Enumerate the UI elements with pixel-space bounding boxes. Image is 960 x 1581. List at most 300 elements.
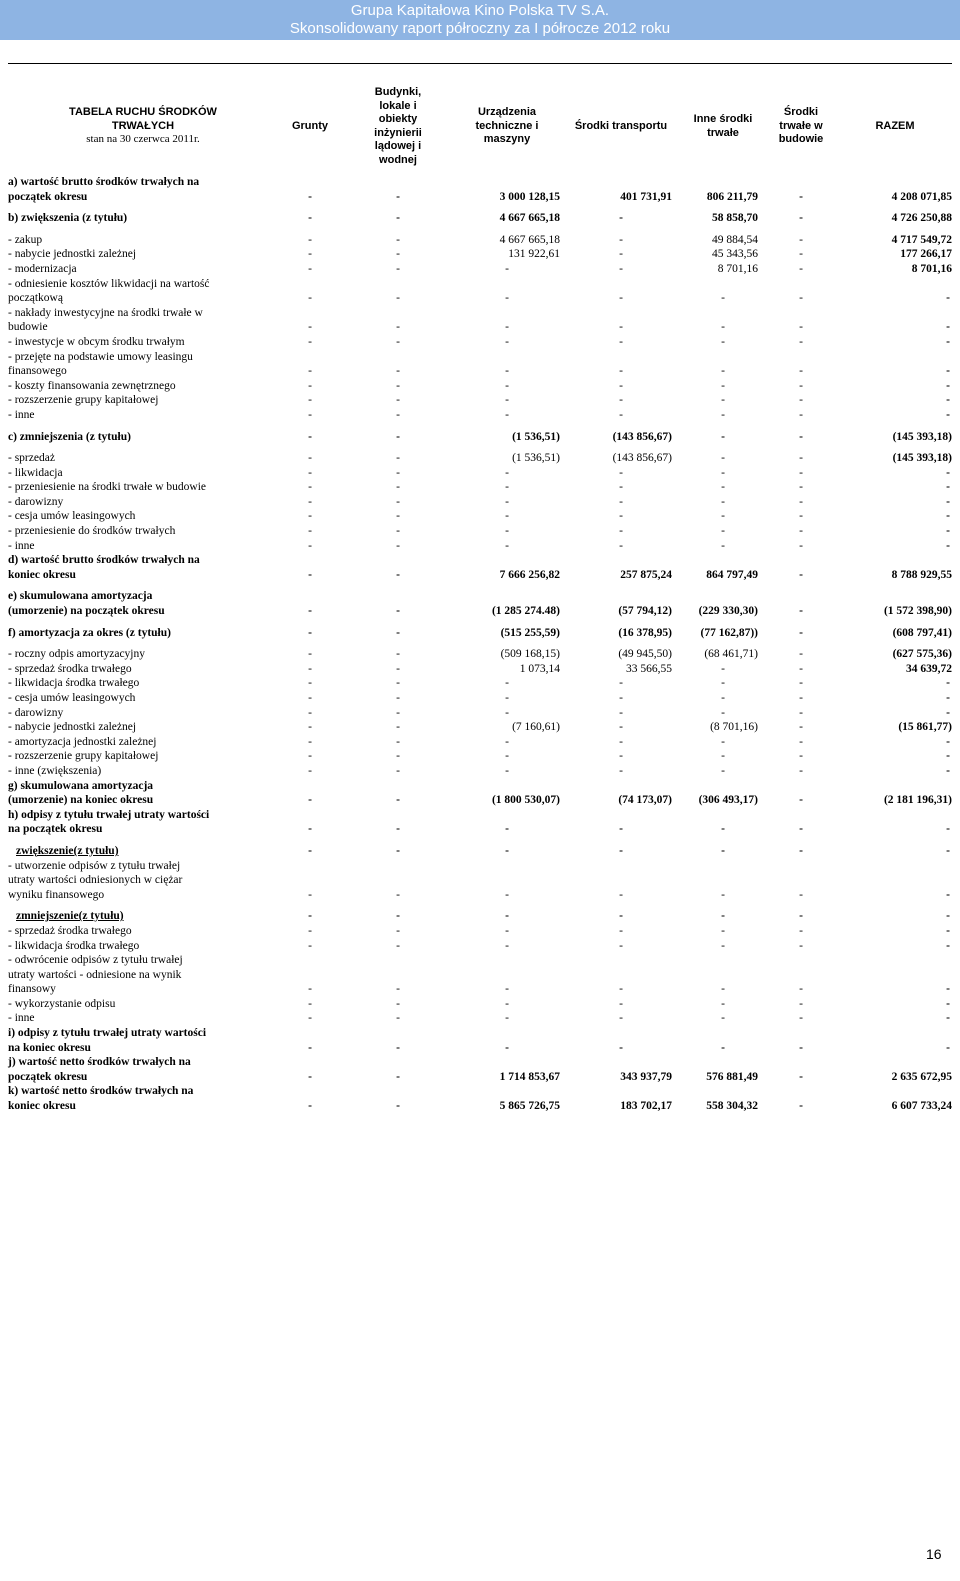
cell-value: -	[946, 844, 950, 857]
cell-value: -	[308, 394, 312, 407]
cell-value: 806 211,79	[706, 190, 758, 203]
row-label-line: e) skumulowana amortyzacja	[8, 590, 153, 603]
cell-value: -	[721, 466, 725, 479]
cell-value: -	[946, 335, 950, 348]
cell-value: -	[619, 365, 623, 378]
cell-value: -	[308, 844, 312, 857]
cell-value: -	[505, 735, 509, 748]
cell-value: -	[721, 888, 725, 901]
cell-value: -	[308, 568, 312, 581]
table-row	[8, 662, 952, 677]
row-label-line: początek okresu	[8, 190, 88, 203]
cell-value: -	[505, 365, 509, 378]
cell-value: -	[619, 233, 623, 246]
cell-value: 4 667 665,18	[499, 212, 560, 225]
row-label-line: k) wartość netto środków trwałych na	[8, 1085, 194, 1098]
row-label-line: - nakłady inwestycyjne na środki trwałe w	[8, 306, 203, 319]
table-row	[8, 495, 952, 510]
row-label-line: - likwidacja środka trwałego	[8, 939, 140, 952]
cell-value: -	[619, 750, 623, 763]
table-row	[8, 626, 952, 641]
cell-value: (143 856,67)	[612, 452, 672, 465]
cell-value: -	[946, 939, 950, 952]
cell-value: -	[946, 379, 950, 392]
cell-value: -	[396, 910, 400, 923]
cell-value: -	[721, 539, 725, 552]
row-label	[8, 306, 278, 335]
cell-value: -	[396, 568, 400, 581]
cell-value: -	[308, 212, 312, 225]
cell-value: -	[721, 997, 725, 1010]
row-label	[8, 430, 278, 445]
cell-value: -	[799, 692, 803, 704]
cell-value: -	[505, 321, 509, 334]
cell-value: -	[396, 648, 400, 661]
cell-value: -	[308, 648, 312, 661]
cell-value: -	[505, 379, 509, 392]
cell-value: -	[721, 983, 725, 996]
row-label-line: - zakup	[8, 233, 43, 246]
cell-value: -	[396, 844, 400, 857]
row-label-line: - odwrócenie odpisów z tytułu trwałej	[8, 954, 183, 967]
cell-value: 7 666 256,82	[499, 568, 560, 581]
cell-value: 6 607 733,24	[891, 1100, 952, 1113]
cell-value: -	[308, 1012, 312, 1025]
cell-value: -	[396, 495, 400, 508]
cell-value: -	[721, 510, 725, 523]
cell-value: -	[308, 794, 312, 807]
row-label	[8, 997, 278, 1012]
row-label-line: - przeniesienie do środków trwałych	[8, 525, 176, 538]
cell-value: -	[619, 735, 623, 748]
cell-value: -	[946, 764, 950, 777]
cell-value: -	[799, 735, 803, 748]
row-label-line: budowie	[8, 321, 48, 334]
row-label	[8, 676, 278, 691]
row-label	[8, 589, 278, 618]
cell-value: 4 726 250,88	[891, 212, 952, 225]
cell-value: -	[505, 408, 509, 421]
row-label-line: - rozszerzenie grupy kapitałowej	[8, 750, 159, 763]
cell-value: -	[308, 539, 312, 552]
row-label-line: początek okresu	[8, 1070, 88, 1083]
cell-value: -	[308, 365, 312, 378]
table-row	[8, 720, 952, 735]
cell-value: -	[946, 677, 950, 690]
column-header: Urządzenia techniczne i maszyny	[475, 106, 539, 146]
row-spacer	[8, 444, 952, 451]
row-label-line: - modernizacja	[8, 262, 77, 275]
cell-value: -	[619, 1041, 623, 1054]
cell-value: -	[946, 525, 950, 538]
cell-value: -	[308, 321, 312, 334]
cell-value: -	[505, 292, 509, 305]
cell-value: -	[799, 321, 803, 334]
row-label-line: - likwidacja środka trwałego	[8, 677, 140, 690]
cell-value: (608 797,41)	[892, 626, 952, 639]
cell-value: -	[505, 983, 509, 996]
spacer-cell	[8, 226, 952, 233]
cell-value: 5 865 726,75	[499, 1100, 560, 1113]
cell-value: 4 717 549,72	[891, 233, 952, 246]
cell-value: -	[799, 844, 803, 857]
cell-value: -	[396, 365, 400, 378]
row-label-line: - wykorzystanie odpisu	[8, 997, 116, 1010]
cell-value: -	[396, 735, 400, 748]
cell-value: -	[396, 1041, 400, 1054]
cell-value: -	[396, 262, 400, 275]
cell-value: -	[308, 525, 312, 538]
row-spacer	[8, 423, 952, 430]
cell-value: (1 572 398,90)	[883, 605, 952, 618]
cell-value: -	[946, 365, 950, 378]
cell-value: -	[308, 721, 312, 734]
cell-value: -	[619, 721, 623, 734]
row-label-line: wyniku finansowego	[8, 888, 105, 901]
table-row	[8, 997, 952, 1012]
cell-value: -	[308, 292, 312, 305]
cell-value: -	[619, 212, 623, 225]
cell-value: 3 000 128,15	[499, 190, 560, 203]
cell-value: -	[946, 292, 950, 305]
row-label	[8, 706, 278, 721]
row-label-line: - przejęte na podstawie umowy leasingu	[8, 350, 193, 363]
cell-value: -	[721, 335, 725, 348]
row-label-line: c) zmniejszenia (z tytułu)	[8, 430, 131, 443]
row-label-line: g) skumulowana amortyzacja	[8, 779, 154, 792]
cell-value: -	[505, 262, 509, 275]
cell-value: -	[799, 794, 803, 807]
table-row	[8, 939, 952, 954]
spacer-cell	[8, 444, 952, 451]
cell-value: -	[505, 466, 509, 479]
cell-value: -	[619, 924, 623, 937]
cell-value: -	[721, 939, 725, 952]
cell-value: 8 788 929,55	[891, 568, 952, 581]
cell-value: -	[721, 481, 725, 494]
row-label-line: (umorzenie) na początek okresu	[8, 605, 165, 618]
cell-value: 4 667 665,18	[499, 233, 560, 246]
cell-value: (145 393,18)	[892, 430, 952, 443]
cell-value: -	[619, 394, 623, 407]
table-row	[8, 262, 952, 277]
row-label	[8, 247, 278, 262]
row-label-line: (umorzenie) na koniec okresu	[8, 794, 154, 807]
cell-value: -	[799, 292, 803, 305]
cell-value: 864 797,49	[706, 568, 758, 581]
cell-value: -	[721, 379, 725, 392]
cell-value: -	[396, 379, 400, 392]
cell-value: 558 304,32	[706, 1100, 758, 1113]
cell-value: -	[799, 452, 803, 465]
cell-value: -	[396, 750, 400, 763]
cell-value: -	[308, 662, 312, 675]
cell-value: -	[396, 510, 400, 523]
cell-value: -	[799, 335, 803, 348]
cell-value: -	[396, 721, 400, 734]
cell-value: 401 731,91	[620, 190, 672, 203]
cell-value: -	[619, 706, 623, 719]
row-label	[8, 720, 278, 735]
row-label-line: j) wartość netto środków trwałych na	[8, 1056, 191, 1069]
cell-value: 177 266,17	[900, 248, 952, 261]
cell-value: -	[619, 321, 623, 334]
cell-value: -	[721, 365, 725, 378]
cell-value: -	[799, 212, 803, 225]
table-row	[8, 350, 952, 379]
cell-value: -	[946, 997, 950, 1010]
cell-value: -	[308, 1100, 312, 1113]
row-label-line: utraty wartości - odniesione na wynik	[8, 968, 182, 981]
table-row	[8, 676, 952, 691]
spacer-cell	[8, 582, 952, 589]
row-label-line: - inne	[8, 408, 35, 421]
table-title-line: TABELA RUCHU ŚRODKÓW	[69, 106, 217, 119]
cell-value: (509 168,15)	[500, 648, 560, 661]
row-label-line: koniec okresu	[8, 568, 76, 581]
cell-value: -	[619, 335, 623, 348]
row-label-line: a) wartość brutto środków trwałych na	[8, 176, 200, 188]
cell-value: -	[946, 750, 950, 763]
cell-value: -	[308, 983, 312, 996]
row-label-line: - nabycie jednostki zależnej	[8, 248, 137, 261]
table-row	[8, 509, 952, 524]
row-label	[8, 859, 278, 903]
row-label-line: - sprzedaż środka trwałego	[8, 924, 132, 937]
row-label	[8, 379, 278, 394]
cell-value: -	[799, 394, 803, 407]
cell-value: -	[946, 692, 950, 704]
row-label	[8, 779, 278, 808]
cell-value: -	[799, 408, 803, 421]
row-label-line: zwiększenie(z tytułu)	[16, 844, 119, 857]
cell-value: -	[721, 1041, 725, 1054]
cell-value: -	[619, 1012, 623, 1025]
table-row	[8, 1055, 952, 1084]
cell-value: -	[619, 844, 623, 857]
cell-value: -	[619, 292, 623, 305]
cell-value: -	[946, 910, 950, 923]
cell-value: -	[799, 1070, 803, 1083]
cell-value: -	[619, 248, 623, 261]
table-row	[8, 233, 952, 248]
table-row	[8, 844, 952, 859]
row-label	[8, 211, 278, 226]
cell-value: -	[396, 983, 400, 996]
cell-value: -	[308, 262, 312, 275]
cell-value: -	[721, 408, 725, 421]
table-row	[8, 393, 952, 408]
cell-value: -	[799, 1100, 803, 1113]
row-label-line: - inne (zwiększenia)	[8, 764, 102, 777]
cell-value: -	[619, 677, 623, 690]
cell-value: -	[505, 844, 509, 857]
table-row	[8, 779, 952, 808]
row-spacer	[8, 837, 952, 844]
cell-value: (1 536,51)	[512, 452, 560, 465]
cell-value: -	[721, 677, 725, 690]
row-label	[8, 277, 278, 306]
cell-value: -	[308, 924, 312, 937]
cell-value: (7 160,61)	[512, 721, 560, 734]
cell-value: -	[396, 997, 400, 1010]
row-label	[8, 524, 278, 539]
row-label	[8, 509, 278, 524]
table-row	[8, 553, 952, 582]
cell-value: -	[799, 997, 803, 1010]
row-label	[8, 939, 278, 954]
cell-value: -	[721, 692, 725, 704]
row-label-line: - amortyzacja jednostki zależnej	[8, 735, 157, 748]
row-label	[8, 480, 278, 495]
cell-value: -	[505, 910, 509, 923]
cell-value: -	[396, 525, 400, 538]
cell-value: -	[505, 939, 509, 952]
cell-value: -	[396, 452, 400, 465]
row-label	[8, 662, 278, 677]
cell-value: 4 208 071,85	[891, 190, 952, 203]
row-label	[8, 844, 278, 859]
spacer-cell	[8, 640, 952, 647]
cell-value: (8 701,16)	[710, 721, 758, 734]
cell-value: -	[396, 1070, 400, 1083]
cell-value: 45 343,56	[712, 248, 758, 261]
cell-value: -	[799, 379, 803, 392]
cell-value: -	[505, 539, 509, 552]
cell-value: -	[505, 481, 509, 494]
cell-value: -	[721, 706, 725, 719]
cell-value: 343 937,79	[620, 1070, 672, 1083]
cell-value: 58 858,70	[712, 212, 758, 225]
row-label	[8, 808, 278, 837]
table-row	[8, 647, 952, 662]
cell-value: -	[799, 605, 803, 618]
row-label	[8, 924, 278, 939]
cell-value: 8 701,16	[717, 262, 758, 275]
cell-value: -	[308, 605, 312, 618]
cell-value: -	[619, 408, 623, 421]
cell-value: -	[396, 481, 400, 494]
cell-value: (1 285 274.48)	[491, 605, 560, 618]
cell-value: -	[619, 823, 623, 836]
cell-value: -	[799, 190, 803, 203]
cell-value: 131 922,61	[508, 248, 560, 261]
row-label-line: - przeniesienie na środki trwałe w budowie	[8, 481, 206, 494]
cell-value: -	[396, 394, 400, 407]
cell-value: -	[946, 539, 950, 552]
cell-value: -	[396, 706, 400, 719]
header-spacer	[8, 167, 952, 175]
cell-value: -	[505, 692, 509, 704]
column-header: RAZEM	[875, 119, 915, 132]
cell-value: -	[799, 910, 803, 923]
row-label-line: - darowizny	[8, 495, 64, 508]
row-label	[8, 466, 278, 481]
fixed-assets-table	[8, 86, 952, 1114]
row-label-line: h) odpisy z tytułu trwałej utraty wartości	[8, 808, 210, 821]
cell-value: (15 861,77)	[898, 721, 952, 734]
cell-value: -	[396, 764, 400, 777]
row-label-line: - utworzenie odpisów z tytułu trwałej	[8, 859, 181, 872]
cell-value: -	[396, 212, 400, 225]
cell-value: -	[619, 888, 623, 901]
cell-value: -	[396, 190, 400, 203]
cell-value: -	[619, 510, 623, 523]
table-row	[8, 524, 952, 539]
table-row	[8, 924, 952, 939]
cell-value: (57 794,12)	[618, 605, 672, 618]
cell-value: -	[946, 823, 950, 836]
cell-value: -	[396, 233, 400, 246]
cell-value: -	[619, 939, 623, 952]
cell-value: -	[396, 626, 400, 639]
cell-value: -	[946, 481, 950, 494]
table-row	[8, 539, 952, 554]
table-row	[8, 909, 952, 924]
table-row	[8, 764, 952, 779]
table-row	[8, 466, 952, 481]
cell-value: (1 536,51)	[512, 430, 560, 443]
cell-value: -	[946, 510, 950, 523]
spacer-cell	[8, 619, 952, 626]
cell-value: -	[505, 924, 509, 937]
table-row	[8, 175, 952, 204]
cell-value: -	[721, 495, 725, 508]
column-header: Grunty	[291, 119, 329, 132]
document-header	[0, 0, 960, 40]
cell-value: -	[946, 394, 950, 407]
spacer-cell	[8, 837, 952, 844]
cell-value: -	[505, 335, 509, 348]
cell-value: -	[505, 1041, 509, 1054]
cell-value: -	[619, 764, 623, 777]
cell-value: -	[308, 939, 312, 952]
cell-value: -	[505, 706, 509, 719]
table-row	[8, 480, 952, 495]
row-label	[8, 749, 278, 764]
row-label-line: zmniejszenie(z tytułu)	[16, 910, 124, 923]
row-label	[8, 909, 278, 924]
table-header-row	[8, 86, 952, 167]
cell-value: -	[396, 823, 400, 836]
cell-value: -	[505, 997, 509, 1010]
row-label-line: na koniec okresu	[8, 1041, 91, 1054]
spacer-cell	[8, 204, 952, 211]
table-row	[8, 706, 952, 721]
cell-value: -	[308, 430, 312, 443]
cell-value: -	[619, 525, 623, 538]
cell-value: -	[308, 706, 312, 719]
cell-value: -	[396, 794, 400, 807]
cell-value: -	[799, 248, 803, 261]
table-row	[8, 306, 952, 335]
cell-value: -	[505, 1012, 509, 1025]
column-header: Środki transportu	[574, 119, 668, 132]
cell-value: -	[308, 495, 312, 508]
row-label-line: d) wartość brutto środków trwałych na	[8, 554, 200, 567]
cell-value: -	[505, 888, 509, 901]
cell-value: -	[619, 910, 623, 923]
spacer-cell	[8, 902, 952, 909]
cell-value: 34 639,72	[906, 662, 952, 675]
row-label	[8, 626, 278, 641]
cell-value: -	[799, 525, 803, 538]
page-number: 16	[926, 1546, 942, 1562]
cell-value: -	[799, 430, 803, 443]
cell-value: -	[396, 888, 400, 901]
row-label-line: - rozszerzenie grupy kapitałowej	[8, 394, 159, 407]
table-row	[8, 749, 952, 764]
